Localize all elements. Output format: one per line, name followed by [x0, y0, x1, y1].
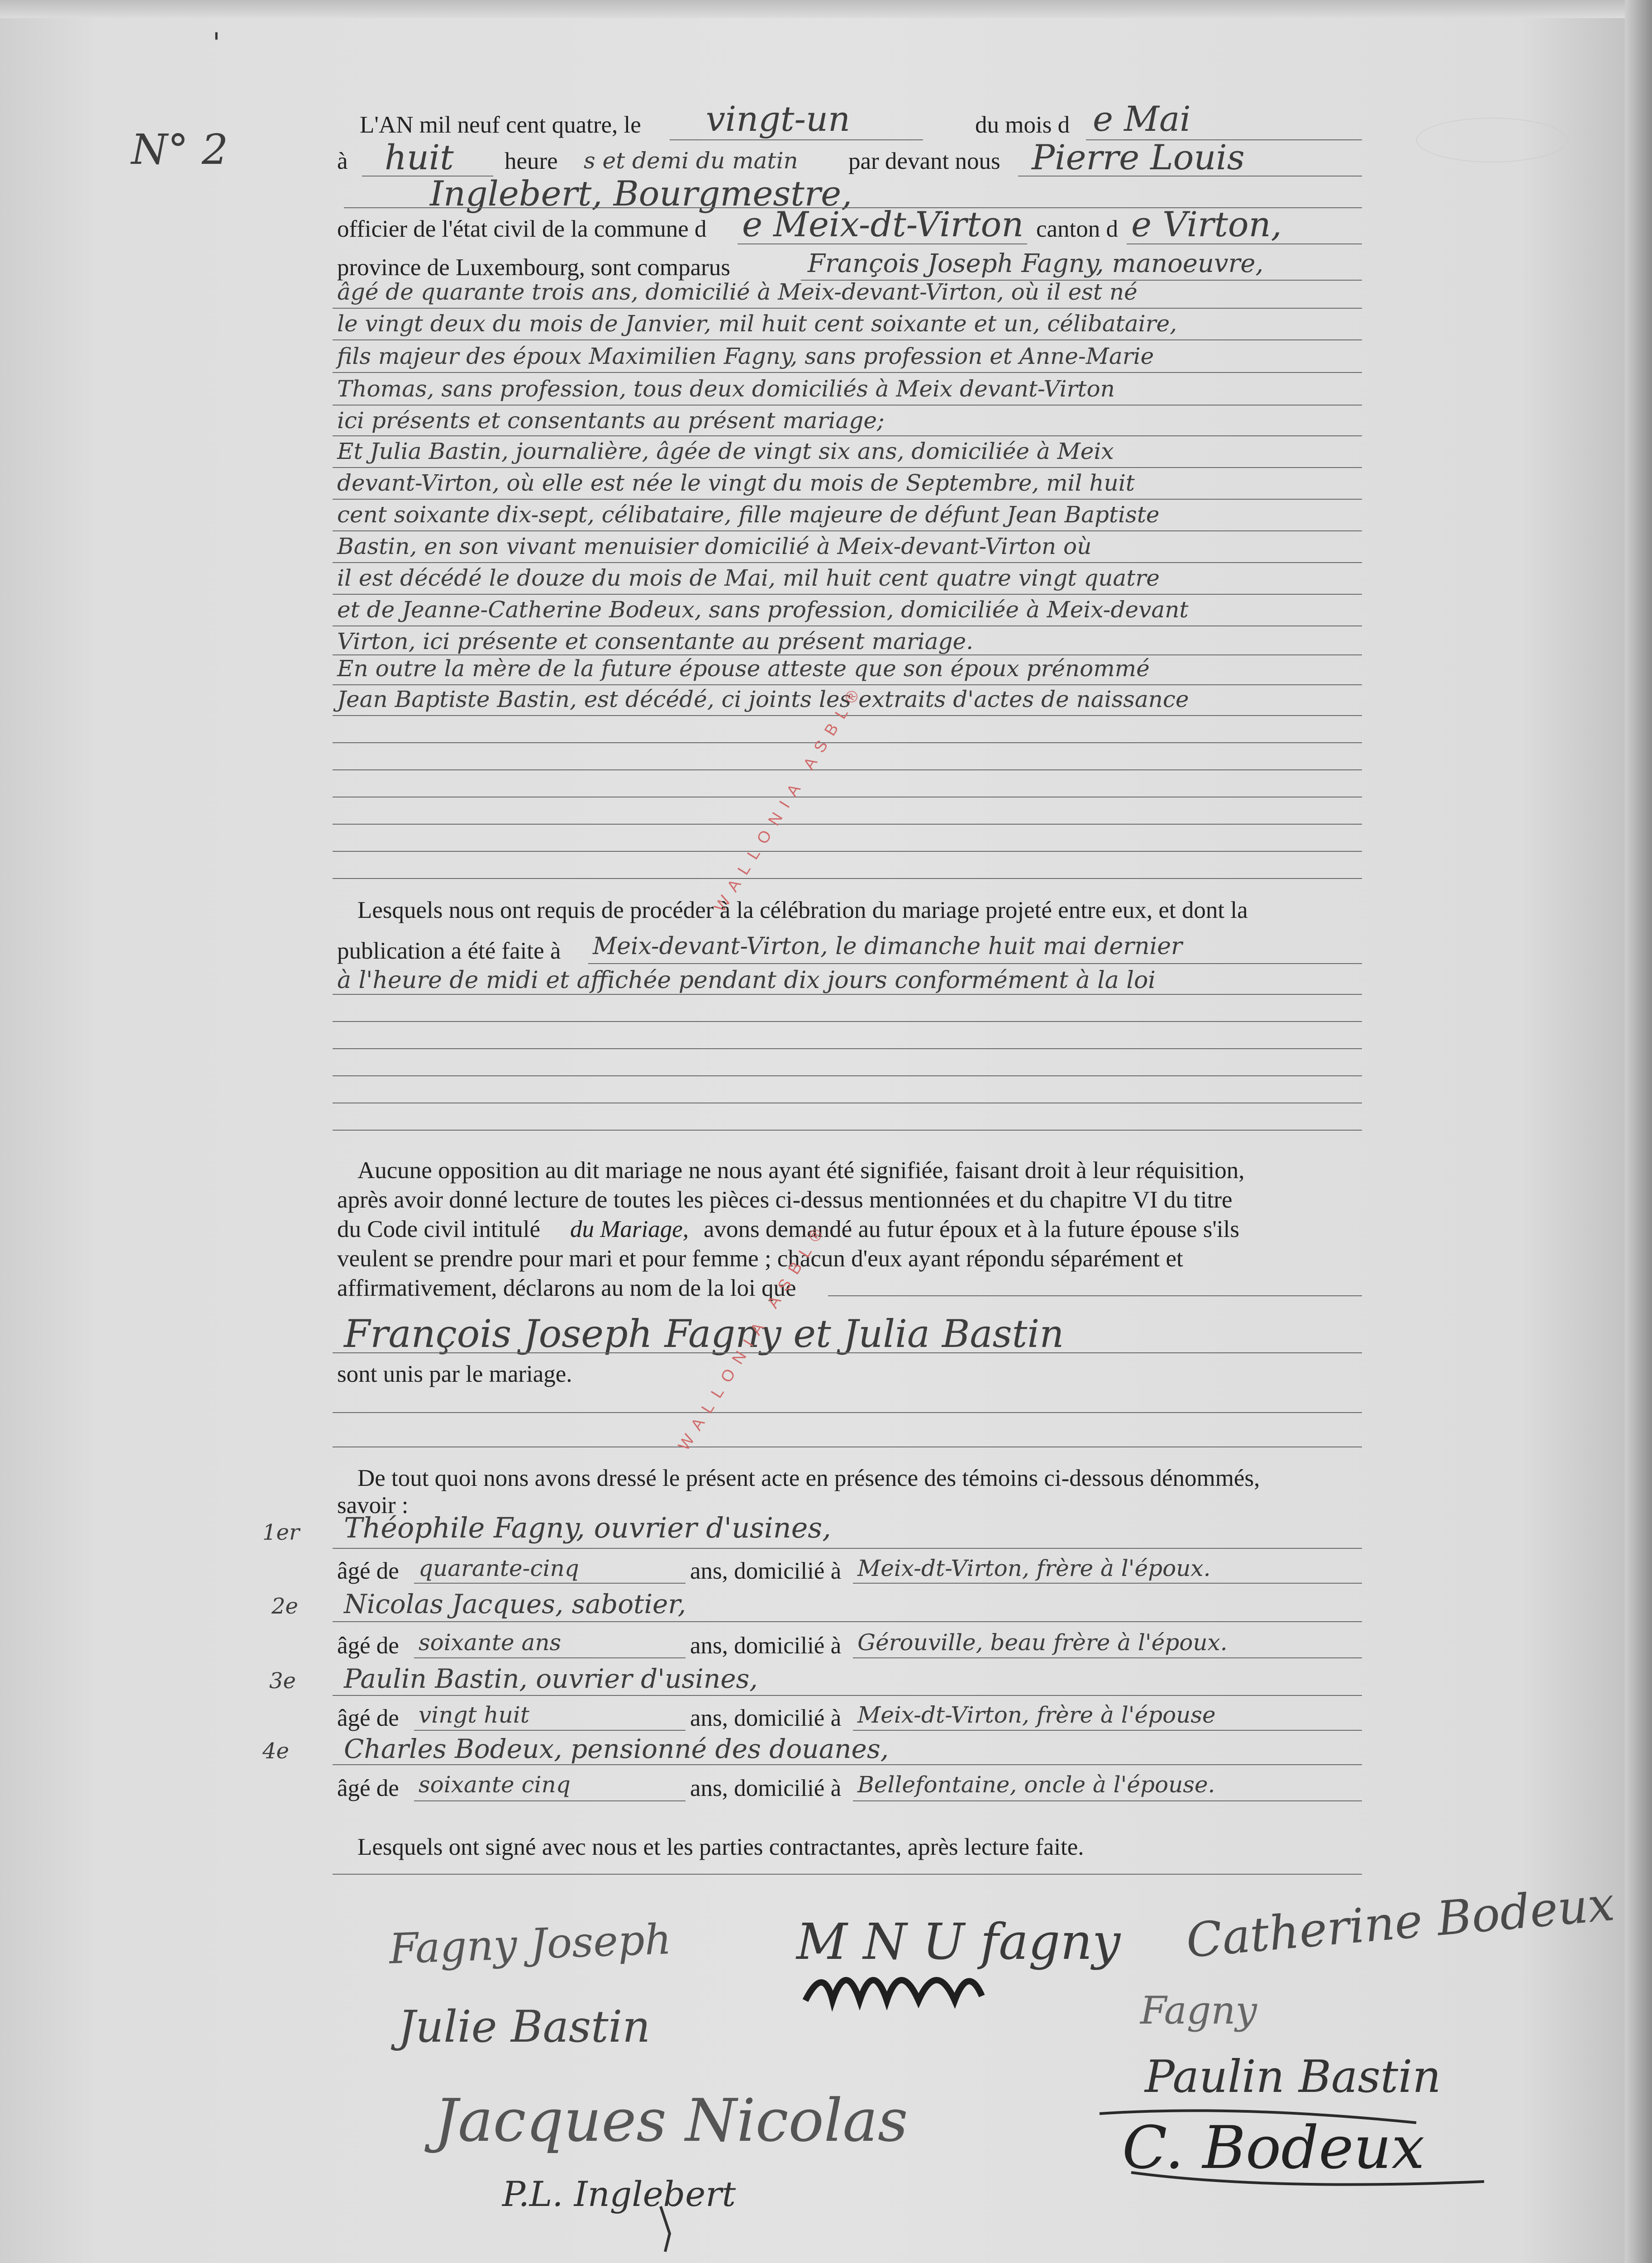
signature: Fagny: [1140, 1988, 1257, 2033]
witness-ordinal: 4e: [262, 1738, 289, 1764]
signature: P.L. Inglebert: [502, 2174, 736, 2214]
witness-residence: Meix-dt-Virton, frère à l'époux.: [857, 1555, 1211, 1581]
witness-name: Charles Bodeux, pensionné des douanes,: [344, 1733, 889, 1764]
witness-name: Nicolas Jacques, sabotier,: [344, 1589, 686, 1619]
signature: Julie Bastin: [398, 2001, 651, 2052]
witness-residence: Bellefontaine, oncle à l'épouse.: [857, 1771, 1215, 1798]
party-line: Et Julia Bastin, journalière, âgée de vingt six ans, domiciliée à Meix: [337, 438, 1114, 464]
signature: Catherine Bodeux: [1184, 1876, 1617, 1969]
signature: Paulin Bastin: [1145, 2051, 1441, 2103]
opposition-line3c: avons demandé au futur époux et à la future épouse s'ils: [704, 1216, 1240, 1242]
intro-line1-mois: du mois d: [975, 112, 1070, 138]
watermark: WALLONIA ASBL®: [710, 679, 868, 915]
party-line: ici présents et consentants au présent mariage;: [337, 407, 885, 434]
page-edge: [1625, 0, 1652, 2263]
faint-seal: [1416, 118, 1567, 162]
witness-name: Théophile Fagny, ouvrier d'usines,: [344, 1511, 831, 1544]
hw-month: e Mai: [1093, 99, 1191, 139]
witness-ordinal: 2e: [271, 1594, 298, 1619]
intro-line2-heure: heure: [505, 148, 558, 174]
opposition-line6: sont unis par le mariage.: [337, 1361, 572, 1387]
signature: M N U fagny: [796, 1913, 1121, 1971]
opposition-line3a: du Code civil intitulé: [337, 1216, 540, 1242]
intro-line4-canton: canton d: [1036, 216, 1119, 242]
hw-publication-place: Meix-devant-Virton, le dimanche huit mai dernier: [593, 933, 1182, 960]
signature: Fagny Joseph: [388, 1915, 672, 1973]
page-top-shadow: [0, 0, 1652, 18]
witness-ordinal: 1er: [262, 1520, 300, 1545]
witness-residence: Gérouville, beau frère à l'époux.: [857, 1629, 1228, 1656]
witness-residence-label: ans, domicilié à: [690, 1775, 842, 1801]
witness-age-label: âgé de: [337, 1558, 399, 1584]
witness-age-label: âgé de: [337, 1705, 399, 1731]
hw-hour: huit: [385, 137, 454, 177]
intro-line5-text: province de Luxembourg, sont comparus: [337, 254, 730, 281]
intro-line1-text: L'AN mil neuf cent quatre, le: [360, 112, 641, 138]
witness-age: quarante-cinq: [419, 1555, 579, 1581]
hw-publication-detail: à l'heure de midi et affichée pendant dix jours conformément à la loi: [337, 967, 1156, 994]
party-line: devant-Virton, où elle est née le vingt du mois de Septembre, mil huit: [337, 470, 1135, 496]
party-line: cent soixante dix-sept, célibataire, fille majeure de défunt Jean Baptiste: [337, 501, 1160, 528]
opposition-line2: après avoir donné lecture de toutes les pièces ci-dessus mentionnées et du chapitre VI du titre: [337, 1187, 1233, 1213]
opposition-line3b: du Mariage,: [570, 1216, 689, 1242]
party-line: et de Jeanne-Catherine Bodeux, sans profession, domiciliée à Meix-devant: [337, 597, 1189, 623]
witness-age: vingt huit: [419, 1702, 529, 1728]
intro-line2-devant: par devant nous: [848, 148, 1000, 174]
witness-residence-label: ans, domicilié à: [690, 1558, 842, 1584]
corner-mark: ': [213, 27, 220, 59]
party-line: Virton, ici présente et consentante au présent mariage.: [337, 628, 973, 654]
party-line: il est décédé le douze du mois de Mai, mil huit cent quatre vingt quatre: [337, 565, 1160, 591]
intro-line4-text: officier de l'état civil de la commune d: [337, 216, 707, 242]
closing-line: Lesquels ont signé avec nous et les parties contractantes, après lecture faite.: [357, 1834, 1084, 1860]
opposition-line4: veulent se prendre pour mari et pour femme ; chacun d'eux ayant répondu séparément et: [337, 1246, 1183, 1272]
party-line: Bastin, en son vivant menuisier domicilié à Meix-devant-Virton où: [337, 533, 1092, 559]
witness-age-label: âgé de: [337, 1633, 399, 1659]
hw-couple: François Joseph Fagny et Julia Bastin: [344, 1312, 1064, 1356]
watermark: WALLONIA ASBL®: [674, 1217, 832, 1454]
witness-residence-label: ans, domicilié à: [690, 1633, 842, 1659]
witness-residence: Meix-dt-Virton, frère à l'épouse: [857, 1702, 1216, 1728]
witness-residence-label: ans, domicilié à: [690, 1705, 842, 1731]
hw-commune: e Meix-dt-Virton: [742, 204, 1024, 244]
signature: C. Bodeux: [1122, 2113, 1425, 2182]
opposition-line1: Aucune opposition au dit mariage ne nous ayant été signifiée, faisant droit à leur réquisition,: [357, 1157, 1245, 1184]
party-line: fils majeur des époux Maximilien Fagny, sans profession et Anne-Marie: [337, 343, 1154, 369]
opposition-line5: affirmativement, déclarons au nom de la loi que: [337, 1275, 796, 1301]
intro-line2-a: à: [337, 148, 348, 174]
witness-ordinal: 3e: [269, 1668, 296, 1694]
party-line: En outre la mère de la future épouse atteste que son époux prénommé: [337, 655, 1150, 682]
witness-name: Paulin Bastin, ouvrier d'usines,: [344, 1663, 758, 1694]
witness-age-label: âgé de: [337, 1775, 399, 1801]
witnesses-intro-line1: De tout quoi nons avons dressé le présent acte en présence des témoins ci-dessous dénommés,: [357, 1465, 1260, 1491]
witness-age: soixante cinq: [419, 1771, 571, 1798]
hw-day: vingt-un: [706, 99, 850, 139]
hw-groom: François Joseph Fagny, manoeuvre,: [808, 249, 1264, 278]
hw-canton: e Virton,: [1131, 204, 1282, 244]
signature: Jacques Nicolas: [434, 2086, 908, 2155]
party-line: Jean Baptiste Bastin, est décédé, ci joints les extraits d'actes de naissance: [337, 686, 1189, 712]
party-line: âgé de quarante trois ans, domicilié à Meix-devant-Virton, où il est né: [337, 279, 1138, 305]
hw-officer-last: Inglebert, Bourgmestre,: [430, 173, 852, 214]
party-line: le vingt deux du mois de Janvier, mil huit cent soixante et un, célibataire,: [337, 310, 1177, 337]
hw-time-detail: s et demi du matin: [584, 148, 798, 174]
act-number: N° 2: [131, 125, 229, 174]
witnesses-intro-line2: savoir :: [337, 1492, 409, 1518]
hw-officer-first: Pierre Louis: [1032, 137, 1245, 177]
publication-line2: publication a été faite à: [337, 938, 561, 964]
witness-age: soixante ans: [419, 1629, 562, 1656]
publication-line1: Lesquels nous ont requis de procéder à la célébration du mariage projeté entre eux, et dont la: [357, 897, 1248, 923]
party-line: Thomas, sans profession, tous deux domiciliés à Meix devant-Virton: [337, 376, 1115, 402]
